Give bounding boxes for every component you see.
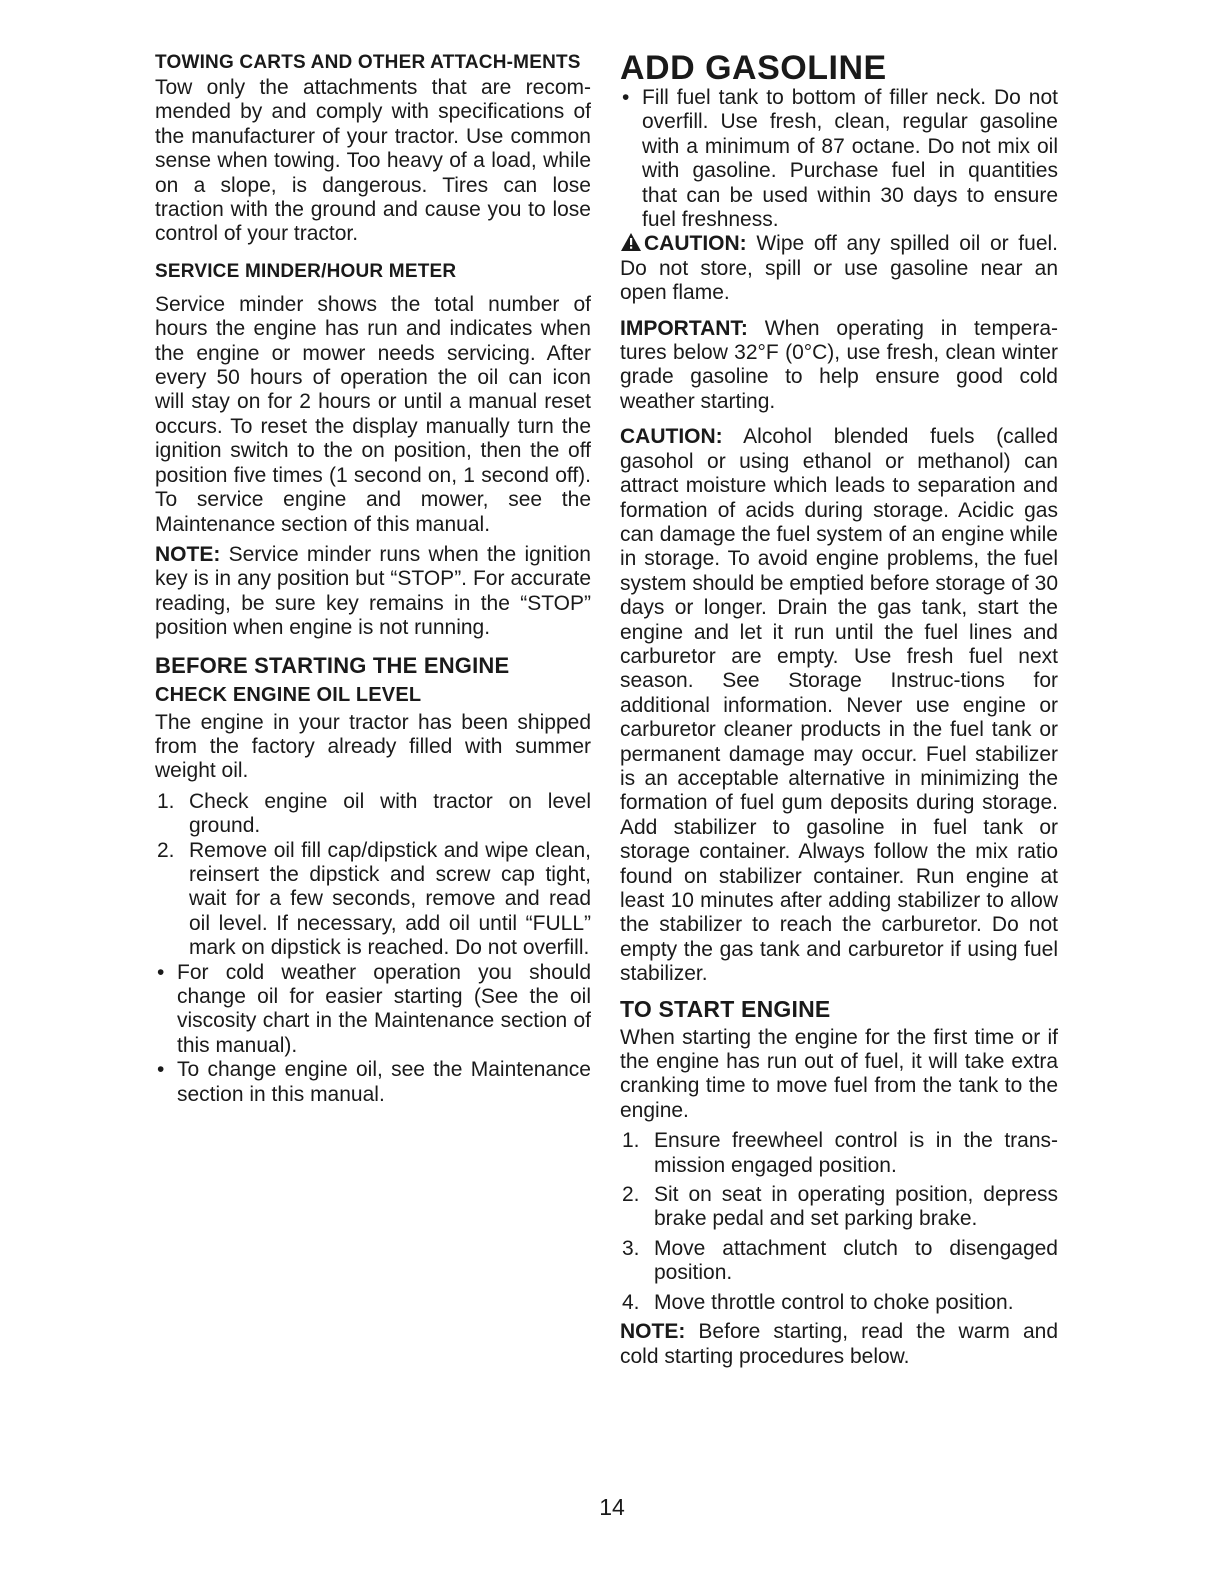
step-number: 1. bbox=[157, 789, 175, 813]
step-text: Move throttle control to choke position. bbox=[654, 1290, 1014, 1314]
bullet-mark: • bbox=[157, 960, 165, 984]
page-number: 14 bbox=[599, 1494, 625, 1520]
step-text: Sit on seat in operating position, depress brake pedal and set parking brake. bbox=[654, 1183, 1058, 1231]
step-number: 1. bbox=[622, 1129, 640, 1153]
towing-paragraph: Tow only the attachments that are recom-mended by and comply with specifications of the manufacturer of your tractor. Use common sense when towing. Too heavy of a load, while on a slope, is dangerous. Tires can lose traction with the ground and cause you to lose control of your tractor. bbox=[155, 76, 591, 246]
important-text: When operating in tempera-tures below 32°F (0°C), use fresh, clean winter grade gasoline to help ensure good cold weather starting. bbox=[620, 316, 1058, 413]
caution-alcohol-paragraph bbox=[620, 425, 1058, 986]
list-item bbox=[155, 839, 591, 961]
list-item bbox=[155, 961, 591, 1059]
caution-label: CAUTION: bbox=[644, 232, 747, 256]
oil-bullets bbox=[155, 961, 591, 1107]
step-text: Ensure freewheel control is in the trans-mission engaged position. bbox=[654, 1129, 1058, 1177]
caution-spill-paragraph bbox=[620, 232, 1058, 305]
step-number: 2. bbox=[157, 838, 175, 862]
bullet-text: To change engine oil, see the Maintenance section in this manual. bbox=[177, 1058, 591, 1106]
list-item bbox=[620, 1129, 1058, 1178]
bullet-mark: • bbox=[622, 86, 630, 109]
step-number: 2. bbox=[622, 1183, 640, 1207]
list-item bbox=[155, 790, 591, 839]
warning-triangle-icon bbox=[620, 232, 642, 252]
right-column bbox=[620, 49, 1058, 1369]
list-item bbox=[620, 86, 1058, 232]
step-text: Check engine oil with tractor on level ground. bbox=[189, 789, 591, 838]
left-column bbox=[155, 52, 591, 1107]
check-oil-paragraph: The engine in your tractor has been shipped from the factory already filled with summer weight oil. bbox=[155, 710, 591, 783]
bullet-text: Fill fuel tank to bottom of filler neck. Do not overfill. Use fresh, clean, regular gasoline with a minimum of 87 octane. Do not mix oil with gasoline. Purchase fuel in quantities that can be used within 30 days to ensure fuel freshness. bbox=[642, 86, 1058, 232]
gasoline-bullets bbox=[620, 86, 1058, 232]
add-gasoline-heading: ADD GASOLINE bbox=[620, 49, 887, 87]
service-minder-heading: SERVICE MINDER/HOUR METER bbox=[155, 260, 457, 282]
start-engine-steps bbox=[620, 1129, 1058, 1315]
list-item bbox=[155, 1058, 591, 1107]
caution-text: Wipe off any spilled oil or fuel. Do not store, spill or use gasoline near an open flame. bbox=[620, 232, 1058, 305]
bullet-text: For cold weather operation you should change oil for easier starting (See the oil viscosity chart in the Maintenance section of this manual). bbox=[177, 960, 591, 1057]
step-text: Remove oil fill cap/dipstick and wipe clean, reinsert the dipstick and screw cap tight, wait for a few seconds, remove and read oil level. If necessary, add oil until “FULL” mark on dipstick is reached. Do not overfill. bbox=[189, 838, 591, 960]
step-number: 3. bbox=[622, 1236, 640, 1260]
note-text: Service minder runs when the ignition key is in any position but “STOP”. For accurate reading, be sure key remains in the “STOP” position when engine is not running. bbox=[155, 542, 591, 640]
list-item bbox=[620, 1183, 1058, 1232]
step-number: 4. bbox=[622, 1290, 640, 1314]
caution-text: Alcohol blended fuels (called gasohol or using ethanol or methanol) can attract moisture which leads to separation and formation of acids during storage. Acidic gas can damage the fuel system of an engine while in storage. To avoid engine problems, the fuel system should be emptied before storage of 30 days or longer. Drain the gas tank, start the engine and let it run until the fuel lines and carburetor are empty. Use fresh fuel next season. See Storage Instruc-tions for additional information. Never use engine or carburetor cleaner products in the fuel tank or permanent damage may occur. Fuel stabilizer is an acceptable alternative in minimizing the formation of fuel gum deposits during storage. Add stabilizer to gasoline in fuel tank or storage container. Always follow the mix ratio found on stabilizer container. Run engine at least 10 minutes after adding stabilizer to allow the stabilizer to reach the carburetor. Do not empty the gas tank and carburetor if using fuel stabilizer. bbox=[620, 425, 1058, 986]
important-paragraph bbox=[620, 317, 1058, 415]
start-engine-paragraph: When starting the engine for the first time or if the engine has run out of fuel, it will take extra cranking time to move fuel from the tank to the engine. bbox=[620, 1025, 1058, 1122]
before-starting-heading: BEFORE STARTING THE ENGINE bbox=[155, 652, 510, 678]
list-item bbox=[620, 1237, 1058, 1286]
start-engine-note bbox=[620, 1320, 1058, 1369]
note-text: Before starting, read the warm and cold starting procedures below. bbox=[620, 1320, 1058, 1368]
to-start-engine-heading: TO START ENGINE bbox=[620, 995, 831, 1022]
important-label: IMPORTANT: bbox=[620, 316, 748, 340]
service-minder-note bbox=[155, 543, 591, 641]
note-label: NOTE: bbox=[155, 542, 221, 566]
towing-heading: TOWING CARTS AND OTHER ATTACH-MENTS bbox=[155, 52, 581, 73]
oil-check-steps bbox=[155, 790, 591, 961]
check-oil-subheading: CHECK ENGINE OIL LEVEL bbox=[155, 683, 422, 706]
list-item bbox=[620, 1291, 1058, 1315]
step-text: Move attachment clutch to disengaged position. bbox=[654, 1236, 1058, 1285]
bullet-mark: • bbox=[157, 1058, 165, 1082]
service-minder-paragraph: Service minder shows the total number of hours the engine has run and indicates when the engine or mower needs servicing. After every 50 hours of operation the oil can icon will stay on for 2 hours or until a manual reset occurs. To reset the display manually turn the ignition switch to the on position, then the off position five times (1 second on, 1 second off). To service engine and mower, see the Maintenance section of this manual. bbox=[155, 292, 591, 536]
caution-label: CAUTION: bbox=[620, 425, 723, 449]
note-label: NOTE: bbox=[620, 1320, 686, 1344]
